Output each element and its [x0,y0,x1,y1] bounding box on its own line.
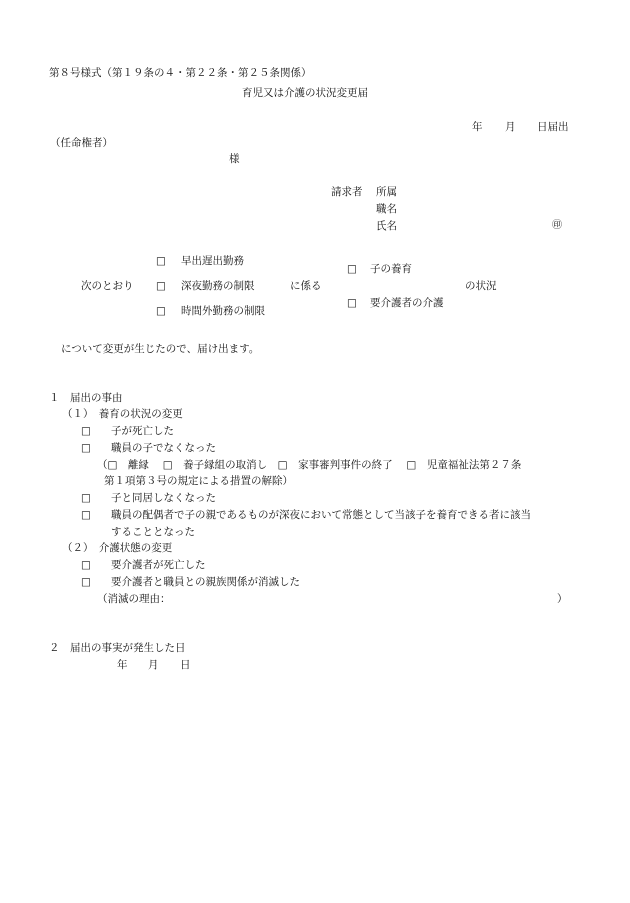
item-no-cohabit-checkbox[interactable]: □ [81,492,91,504]
statement-prefix: 次のとおり [81,280,134,292]
item-spouse-capable-continued: することとなった [111,526,195,538]
honorific-sama: 様 [229,153,240,165]
section2-heading: ２ 届出の事実が発生した日 [49,642,186,654]
seal-mark: ㊞ [552,220,562,231]
item-no-cohabit-label: 子と同居しなくなった [111,492,216,504]
option-overtime-limit-label: 時間外勤務の制限 [181,305,265,317]
option-care-checkbox[interactable]: □ [347,297,357,309]
option-child-rearing-checkbox[interactable]: □ [347,263,357,275]
submit-month-label: 月 [505,121,516,133]
item-kinship-ended-label: 要介護者と職員との親族関係が消滅した [111,576,300,588]
reason-close: ） [557,593,568,605]
option-night-limit-checkbox[interactable]: □ [156,280,166,292]
detail-reasons-line1: （□ 離縁 □ 養子縁組の取消し □ 家事審判事件の終了 □ 児童福祉法第２７条 [97,459,522,471]
item-care-recipient-died-checkbox[interactable]: □ [81,559,91,571]
option-overtime-limit-checkbox[interactable]: □ [156,305,166,317]
option-care-label: 要介護者の介護 [370,297,444,309]
submit-year-label: 年 [472,121,483,133]
affiliation-label: 所属 [376,186,397,198]
item-care-recipient-died-label: 要介護者が死亡した [111,559,206,571]
event-month-label: 月 [148,659,159,671]
option-early-late-checkbox[interactable]: □ [156,255,166,267]
section1-heading: １ 届出の事由 [49,392,123,404]
item-not-child-label: 職員の子でなくなった [111,442,216,454]
submit-day-label: 日届出 [537,121,569,133]
option-child-rearing-label: 子の養育 [370,263,412,275]
item-child-died-label: 子が死亡した [111,425,174,437]
event-year-label: 年 [117,659,128,671]
form-number: 第８号様式（第１９条の４・第２２条・第２５条関係） [49,67,312,79]
position-label: 職名 [376,203,397,215]
event-day-label: 日 [180,659,191,671]
item-not-child-checkbox[interactable]: □ [81,442,91,454]
item-kinship-ended-checkbox[interactable]: □ [81,576,91,588]
option-night-limit-label: 深夜勤務の制限 [181,280,255,292]
sub1-heading: （１） 養育の状況の変更 [62,408,183,420]
sub2-heading: （２） 介護状態の変更 [62,542,173,554]
appointer-label: （任命権者） [50,137,113,149]
option-early-late-label: 早出遅出勤務 [181,255,244,267]
item-spouse-capable-label: 職員の配偶者で子の親であるものが深夜において常態として当該子を養育できる者に該当 [111,509,531,521]
detail-reasons-line2: 第１項第３号の規定による措置の解除） [104,475,293,487]
statement-suffix: の状況 [465,280,497,292]
applicant-label: 請求者 [331,186,363,198]
item-child-died-checkbox[interactable]: □ [81,425,91,437]
document-title: 育児又は介護の状況変更届 [242,87,368,99]
name-label: 氏名 [376,220,397,232]
item-spouse-capable-checkbox[interactable]: □ [81,509,91,521]
reason-label: （消滅の理由： [97,593,171,605]
statement-connector: に係る [290,280,322,292]
statement-closing: について変更が生じたので、届け出ます。 [61,343,260,355]
